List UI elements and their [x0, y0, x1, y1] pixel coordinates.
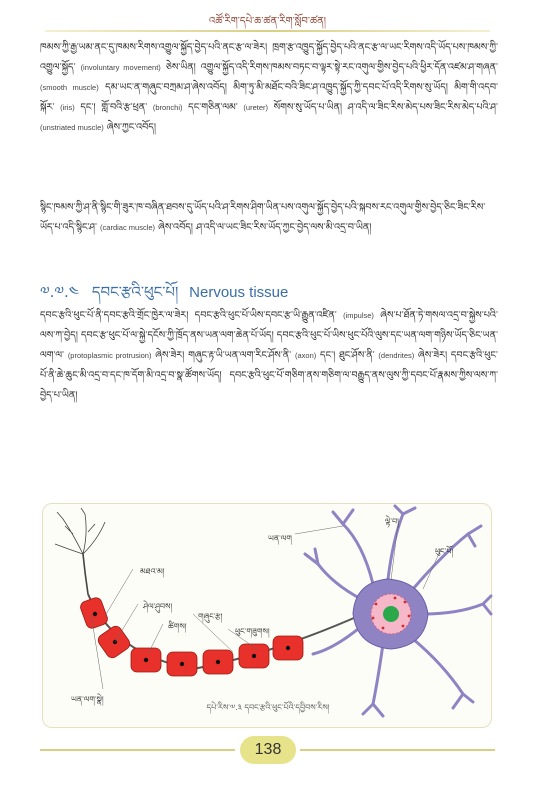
- text-segment: དང་། ཐུང་ཤོས་ནི་: [320, 350, 375, 361]
- paragraph-smooth-muscle: [40, 38, 498, 138]
- text-segment: ཞེས་ཟེར། དབང་རྩའི་ཕུང་པོ་ནི་ཆེ་ཆུང་མི་འདྲ་བ་དང་ཁ་དོག་མི་འདྲ་བ་སྣ་ཚོགས་ཡོད། དབང་རྩའི་ཕུང་པོ་གཅིག་ནས་གཅིག་ལ་བརྒྱུད་ནས་ལུས་ཀྱི་དབང་པོ་རྣམས་ཀྱིས་ལས་ཀ་བྱེད་པ་ཡིན།: [40, 350, 498, 401]
- text-segment: ཞེས་འབོད། ཤ་འདི་ལ་ཡང་ཟིང་རིས་ཡོད་ཀྱང་བྱེད་ལས་མི་འདྲ་བ་ཡིན།: [158, 222, 372, 233]
- text-segment: ཞེས་པ་ཐོན་ཏེ་གསལ་འདྲ་བ་སྐྱེས་པའི་ལས་ཀ་བྱེད། དབང་རྩ་ཕུང་པོ་ལ་སྐྱེ་དངོས་ཀྱི་ཁྲོད་ནས་ཡན་ལག་ཆེན་པོ་ཡོད། དབང་རྩའི་ཕུང་པོ་ཡིས་ཕུང་པོའི་ལུས་དང་ཡན་ལག་གཉིས་ཡོད་ཅིང་ཡན་ལག་ལ་: [40, 310, 498, 361]
- axon-terminal-branches: [55, 508, 105, 594]
- section-title-tibetan: དབང་རྩའི་ཕུང་པོ།: [91, 283, 179, 301]
- term-unstriated-muscle: (unstriated muscle): [40, 123, 104, 132]
- section-title-english: Nervous tissue: [189, 284, 289, 301]
- term-involuntary-movement: (involuntary movement): [80, 63, 161, 72]
- header-rule: [45, 30, 490, 32]
- page-header: འཚོ་རིག་དཔེ་ཆ་ཚན་རིག་སློབ་ཚན།: [209, 16, 326, 27]
- section-number: ༧.༧.༤: [40, 283, 80, 301]
- text-segment: དམ་ཡང་ན་གཞུང་བཀྲམ་ཤ་ཞེས་འབོད། མིག་ཏུ་མི་མཐོང་བའི་ཟིང་ཤ་འཁྱུད་སྐྱོད་ཀྱི་དབང་པོ་འདི་རིགས་སུ་ཡོད། མིག་གི་འདབ་སྐོར་: [40, 82, 498, 113]
- text-segment: སྙིང་ཁམས་ཀྱི་ཤ་ནི་སྙིང་གི་ཟུར་ཁ་བཞིན་ཐབས་དུ་ཡོད་པའི་ཤ་རིགས་ཤིག་ཡིན་པས་འགུལ་སྐྱོད་བྱེད་པའི་སྐབས་རང་འགུལ་གྱིས་བྱེད་ཅིང་ཟིང་རིས་ཡོད་པ་འདི་སྙིང་ཤ་: [40, 202, 486, 233]
- label-myelin-sheath: ཤེལ་ཤུབས།: [143, 602, 173, 611]
- term-axon: (axon): [294, 351, 317, 360]
- label-branches: ཡན་ལག་སྣེ།: [71, 695, 104, 704]
- text-segment: ཞེས་ཀྱང་འབོད།: [106, 122, 156, 133]
- section-heading: [40, 276, 498, 301]
- label-nucleus: ལྟེ་བ།: [385, 517, 399, 526]
- term-impulse: (impulse): [343, 311, 374, 320]
- text-segment: ཁམས་ཀྱི་རྒྱ་ཡམ་ནང་དུ་ཁམས་རིགས་འགྱུལ་སྐྱོད་བྱེད་པའི་ནང་རྩ་ལ་ཟེར། ཁྲག་རྩ་འཁྱུད་སྐྱོད་བྱེད་པའི་ནང་རྩ་ལ་ཡང་རིགས་འདི་ཡོད་པས་ཁམས་ཀྱི་འགྱུལ་སྐྱོད་: [40, 42, 498, 73]
- text-segment: ཞེས་ཟེར། གཞུང་རྟ་ཡི་ཡན་ལག་རིང་ཤོས་ནི་: [155, 350, 292, 361]
- label-axon: གཞུང་རྩ།: [198, 612, 223, 621]
- footer-rule-right: [300, 749, 495, 751]
- paragraph-nervous-tissue: [40, 306, 498, 406]
- label-cell: ཕུང་གཟུགས།: [235, 627, 270, 636]
- label-cell-body: ཕུང་པོ།: [435, 547, 454, 556]
- text-segment: དང་། གློ་བའི་རྩ་ཕྲན་: [80, 102, 148, 113]
- term-ureter: (ureter): [243, 103, 268, 112]
- label-axon-terminal: མཐའ་མ།: [140, 567, 165, 576]
- term-iris: (iris): [60, 103, 75, 112]
- text-segment: དང་གཅིན་ལམ་: [188, 102, 238, 113]
- text-segment: ཅེས་ཡིན། འགྱུལ་སྐྱོད་འདི་རིགས་ཁམས་བཏང་བ་ལྟར་སྟེ་རང་འགུལ་གྱིས་བྱེད་པའི་ཕྱིར་དོན་འཛམ་ཤ་གཞན་: [165, 62, 498, 73]
- text-segment: སོགས་སུ་ཡོད་པ་ཡིན། ཤ་འདི་ལ་ཟིང་རིས་མེད་པས་ཟིང་རིས་མེད་པའི་ཤ་: [273, 102, 498, 113]
- nucleolus: [383, 606, 399, 622]
- term-smooth-muscle: (smooth muscle): [40, 83, 99, 92]
- neuron-figure: [42, 503, 492, 728]
- term-protoplasmic-protrusion: (protoplasmic protrusion): [67, 351, 152, 360]
- text-segment: དབང་རྩའི་ཕུང་པོ་ནི་དབང་རྩའི་གྲོང་ཁྱེར་ལ་ཟེར། དབང་རྩའི་ཕུང་པོ་ཡིས་དབང་རྩ་ཡི་རྒྱུན་འཛིན་: [40, 310, 337, 321]
- paragraph-cardiac-muscle: [40, 198, 498, 238]
- term-dendrites: (dendrites): [378, 351, 415, 360]
- term-bronchi: (bronchi): [152, 103, 183, 112]
- term-cardiac-muscle: (cardiac muscle): [100, 223, 156, 232]
- page-number: 138: [240, 736, 296, 764]
- label-dendrites: ཡན་ལག: [268, 534, 292, 543]
- figure-caption: དཔེ་རིས་༧.༣ དབང་རྩའི་ཕུང་པོའི་དབྱིབས་རིས།: [206, 703, 330, 712]
- label-node: ཚིགས།: [168, 622, 187, 631]
- footer-rule-left: [40, 749, 235, 751]
